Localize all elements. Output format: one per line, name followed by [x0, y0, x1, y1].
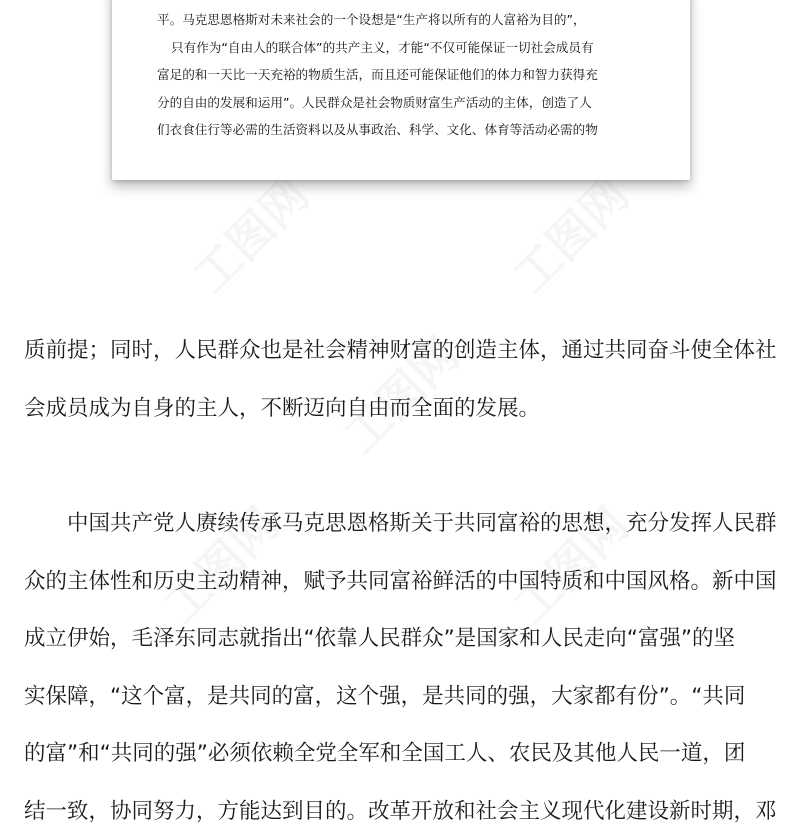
watermark: 工图网: [177, 161, 321, 305]
paragraph-line: 的富”和“共同的强”必须依赖全党全军和全国工人、农民及其他人民一道，团: [24, 725, 784, 783]
paragraph-line: 结一致，协同努力，方能达到目的。改革开放和社会主义现代化建设新时期，邓: [24, 783, 784, 840]
article-body: [24, 322, 784, 840]
excerpt-line: 平。马克思恩格斯对未来社会的一个设想是“生产将以所有的人富裕为目的”，: [157, 6, 657, 34]
paragraph-line: 实保障，“这个富，是共同的富，这个强，是共同的强，大家都有份”。“共同: [24, 668, 784, 726]
excerpt-line: 分的自由的发展和运用”。人民群众是社会物质财富生产活动的主体，创造了人: [157, 89, 657, 117]
watermark: 工图网: [147, 491, 291, 635]
excerpt-card: [112, 0, 690, 180]
excerpt-line: 们衣食住行等必需的生活资料以及从事政治、科学、文化、体育等活动必需的物: [157, 116, 657, 144]
excerpt-line: 富足的和一天比一天充裕的物质生活，而且还可能保证他们的体力和智力获得充: [157, 61, 657, 89]
paragraph-line: 众的主体性和历史主动精神，赋予共同富裕鲜活的中国特质和中国风格。新中国: [24, 553, 784, 611]
paragraph-line: 中国共产党人赓续传承马克思恩格斯关于共同富裕的思想，充分发挥人民群: [24, 495, 784, 553]
paragraph-line: 会成员成为自身的主人，不断迈向自由而全面的发展。: [24, 380, 784, 438]
watermark: 工图网: [327, 321, 471, 465]
watermark: 工图网: [497, 161, 641, 305]
paragraph-line: 成立伊始，毛泽东同志就指出“依靠人民群众”是国家和人民走向“富强”的坚: [24, 610, 784, 668]
watermark: 工图网: [497, 491, 641, 635]
excerpt-text: [157, 6, 657, 144]
excerpt-line: 只有作为“自由人的联合体”的共产主义，才能“不仅可能保证一切社会成员有: [157, 34, 657, 62]
paragraph-line: 质前提；同时，人民群众也是社会精神财富的创造主体，通过共同奋斗使全体社: [24, 322, 784, 380]
paragraph-gap: [24, 437, 784, 495]
